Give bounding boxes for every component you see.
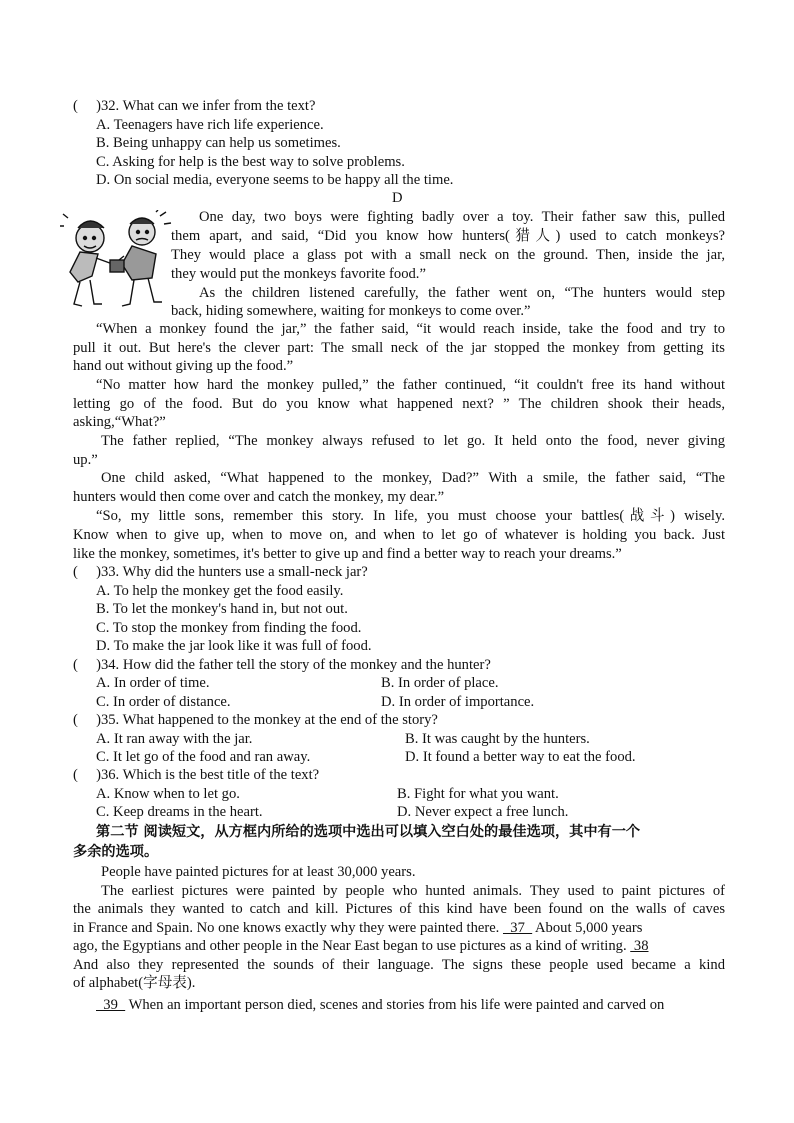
q32-stem: ( )32. What can we infer from the text? — [73, 98, 316, 114]
passage-d-line-6: back, hiding somewhere, waiting for monkeys to come over.” — [171, 303, 531, 319]
section2-instruction-line-2: 多余的选项。 — [73, 844, 159, 860]
q35-option-c: C. It let go of the food and ran away. — [96, 749, 311, 765]
passage-d-line-15: One child asked, “What happened to the monkey, Dad?” With a smile, the father said, “The — [101, 470, 725, 486]
q36-option-a: A. Know when to let go. — [96, 786, 240, 802]
passage2-line-7: of alphabet(字母表). — [73, 975, 196, 991]
q35-stem: ( )35. What happened to the monkey at the end of the story? — [73, 712, 438, 728]
q36-option-d: D. Never expect a free lunch. — [397, 804, 569, 820]
blank-37[interactable]: 37 — [502, 920, 533, 936]
passage-d-line-11: letting go of the food. But do you know what happened next? ” The children shook their heads, — [73, 396, 725, 412]
passage-d-line-4: they would put the monkeys favorite food.” — [171, 266, 426, 282]
q36-option-b: B. Fight for what you want. — [397, 786, 559, 802]
passage-d-line-19: like the monkey, sometimes, it's better to give up and find a better way to reach your dreams.” — [73, 546, 622, 562]
q36-option-c: C. Keep dreams in the heart. — [96, 804, 263, 820]
q34-option-b: B. In order of place. — [381, 675, 499, 691]
passage-d-line-8: pull it out. But here's the clever part: The small neck of the jar stopped the monkey from getting its — [73, 340, 725, 356]
q34-option-a: A. In order of time. — [96, 675, 210, 691]
section2-instruction-line-1: 第二节 阅读短文，从方框内所给的选项中选出可以填入空白处的最佳选项，其中有一个 — [96, 824, 641, 840]
passage-d-line-5: As the children listened carefully, the father went on, “The hunters would step — [199, 285, 725, 301]
fighting-boys-illustration — [60, 210, 172, 312]
passage-d-line-14: up.” — [73, 452, 98, 468]
passage-d-line-3: They would place a glass pot with a small neck on the ground. Then, inside the jar, — [171, 247, 725, 263]
blank-39[interactable]: 39 — [96, 997, 126, 1013]
passage2-line-5: ago, the Egyptians and other people in the Near East began to use pictures as a kind of writing. 38 — [73, 938, 649, 954]
passage2-line-6: And also they represented the sounds of their language. The signs these people used became a kind — [73, 957, 725, 973]
passage-d-line-2: them apart, and said, “Did you know how hunters(猎人) used to catch monkeys? — [171, 228, 725, 244]
passage2-line-3: the animals they wanted to catch and kill. Pictures of this kind have been found on the walls of caves — [73, 901, 725, 917]
q34-stem: ( )34. How did the father tell the story of the monkey and the hunter? — [73, 657, 491, 673]
passage2-line-4: in France and Spain. No one knows exactly why they were painted there. 37 About 5,000 years — [73, 920, 643, 936]
passage-d-line-10: “No matter how hard the monkey pulled,” the father continued, “it couldn't free its hand without — [96, 377, 725, 393]
q32-option-d: D. On social media, everyone seems to be happy all the time. — [96, 172, 454, 188]
passage2-line-2: The earliest pictures were painted by people who hunted animals. They used to paint pictures of — [101, 883, 725, 899]
blank-38[interactable]: 38 — [630, 938, 649, 954]
q33-stem: ( )33. Why did the hunters use a small-neck jar? — [73, 564, 368, 580]
passage-d-line-7: “When a monkey found the jar,” the father said, “it would reach inside, take the food and try to — [96, 321, 725, 337]
passage-d-line-9: hand out without giving up the food.” — [73, 358, 294, 374]
q32-option-b: B. Being unhappy can help us sometimes. — [96, 135, 341, 151]
q35-option-b: B. It was caught by the hunters. — [405, 731, 590, 747]
q35-option-a: A. It ran away with the jar. — [96, 731, 253, 747]
q32-option-a: A. Teenagers have rich life experience. — [96, 117, 324, 133]
q33-option-c: C. To stop the monkey from finding the food. — [96, 620, 362, 636]
q36-stem: ( )36. Which is the best title of the text? — [73, 767, 320, 783]
q34-option-c: C. In order of distance. — [96, 694, 231, 710]
q32-option-c: C. Asking for help is the best way to solve problems. — [96, 154, 405, 170]
q34-option-d: D. In order of importance. — [381, 694, 535, 710]
q35-option-d: D. It found a better way to eat the food. — [405, 749, 636, 765]
passage-d-line-1: One day, two boys were fighting badly over a toy. Their father saw this, pulled — [199, 209, 725, 225]
passage-d-line-13: The father replied, “The monkey always refused to let go. It held onto the food, never giving — [101, 433, 725, 449]
passage-d-line-12: asking,“What?” — [73, 414, 166, 430]
passage-d-line-18: Know when to give up, when to move on, and when to let go of whatever is holding you back. Just — [73, 527, 725, 543]
q33-option-d: D. To make the jar look like it was full of food. — [96, 638, 372, 654]
passage2-line-8: 39 When an important person died, scenes and stories from his life were painted and carved on — [96, 997, 665, 1013]
passage-d-label: D — [392, 190, 403, 206]
passage-d-line-16: hunters would then come over and catch the monkey, my dear.” — [73, 489, 445, 505]
q33-option-a: A. To help the monkey get the food easily. — [96, 583, 344, 599]
passage-d-line-17: “So, my little sons, remember this story. In life, you must choose your battles(战斗) wisely. — [96, 508, 725, 524]
passage2-line-1: People have painted pictures for at least 30,000 years. — [101, 864, 416, 880]
q33-option-b: B. To let the monkey's hand in, but not out. — [96, 601, 348, 617]
